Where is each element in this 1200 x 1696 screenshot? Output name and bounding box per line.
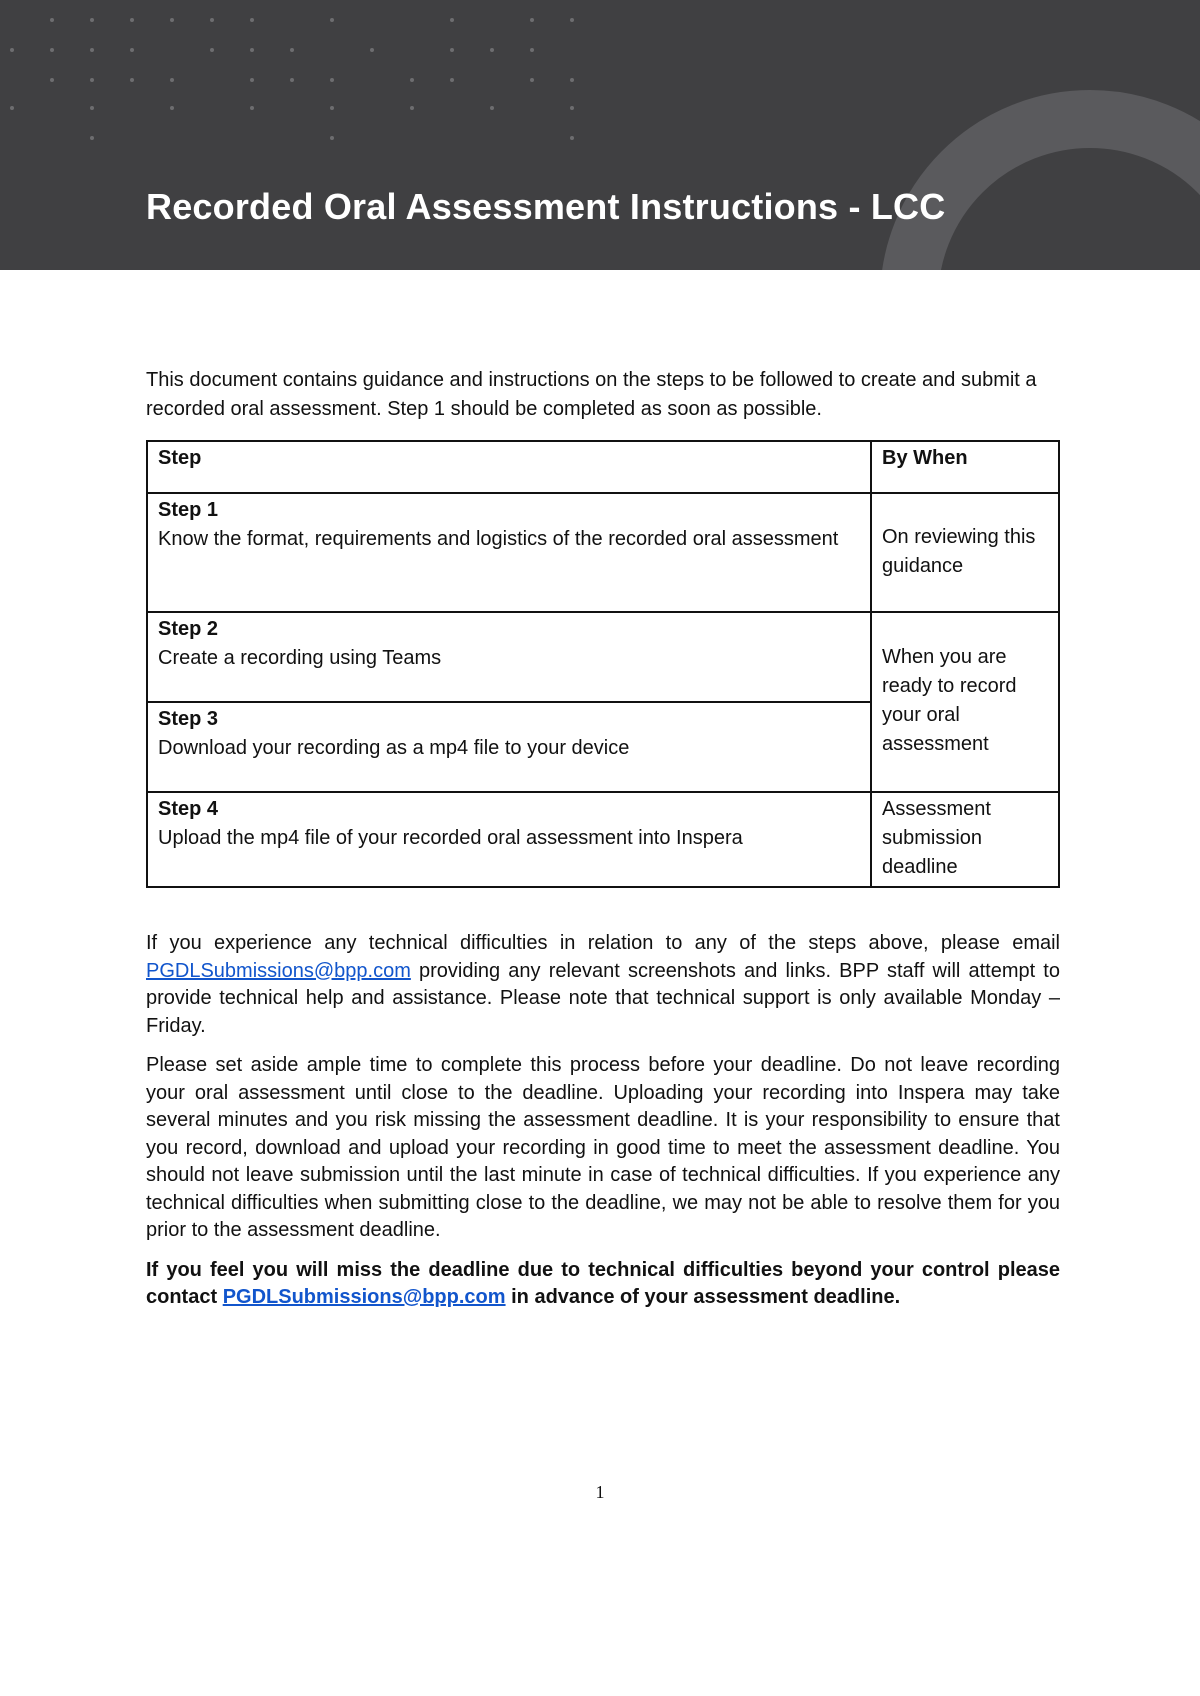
by-when-cell: On reviewing this guidance [871,493,1059,612]
support-text-before: If you experience any technical difficulties in relation to any of the steps above, please email [146,932,1060,954]
step-label: Step 3 [158,708,219,730]
table-row [147,612,1059,702]
step-cell [147,612,871,702]
step-description: Create a recording using Teams [158,647,442,669]
by-when-cell: When you are ready to record your oral assessment [871,612,1059,792]
warning-text-before: If you feel you will miss the deadline due to technical difficulties beyond your control please contact [146,1258,1060,1308]
step-label: Step 1 [158,499,219,521]
step-cell [147,702,871,792]
timing-paragraph: Please set aside ample time to complete this process before your deadline. Do not leave recording your oral assessment until close to the deadline. Uploading your recording into Inspera may take several minutes and you risk missing the assessment deadline. It is your responsibility to ensure that you record, download and upload your recording in good time to meet the assessment deadline. You should not leave submission until the last minute in case of technical difficulties. If you experience any technical difficulties when submitting close to the deadline, we may not be able to resolve them for you prior to the assessment deadline. [146,1054,1060,1241]
step-cell [147,493,871,612]
intro-paragraph: This document contains guidance and instructions on the steps to be followed to create and submit a recorded oral assessment. Step 1 should be completed as soon as possible. [146,369,1037,420]
table-row [147,493,1059,612]
warning-text-after: in advance of your assessment deadline. [505,1286,901,1308]
by-when-cell: Assessment submission deadline [871,792,1059,887]
header-by-when: By When [871,441,1059,493]
warning-paragraph [146,1257,1060,1312]
document-title: Recorded Oral Assessment Instructions - LCC [146,186,946,227]
decorative-arc [880,90,1200,270]
header-step: Step [147,441,871,493]
steps-table [146,440,1060,888]
step-description: Download your recording as a mp4 file to your device [158,737,630,759]
page-number: 1 [595,1482,605,1502]
support-email-link[interactable]: PGDLSubmissions@bpp.com [146,959,411,982]
step-label: Step 2 [158,618,219,640]
warning-email-link[interactable]: PGDLSubmissions@bpp.com [222,1286,506,1308]
header-banner [0,0,1200,270]
support-paragraph [146,930,1060,1040]
step-description: Know the format, requirements and logistics of the recorded oral assessment [158,528,839,550]
table-row [147,792,1059,887]
support-text-after: providing any relevant screenshots and links. BPP staff will attempt to provide technical help and assistance. Please note that technical support is only available Monday – Friday. [146,959,1060,1037]
step-cell [147,792,871,887]
step-label: Step 4 [158,798,219,820]
step-description: Upload the mp4 file of your recorded oral assessment into Inspera [158,827,743,849]
document-body [146,366,1060,1324]
table-header-row [147,441,1059,493]
